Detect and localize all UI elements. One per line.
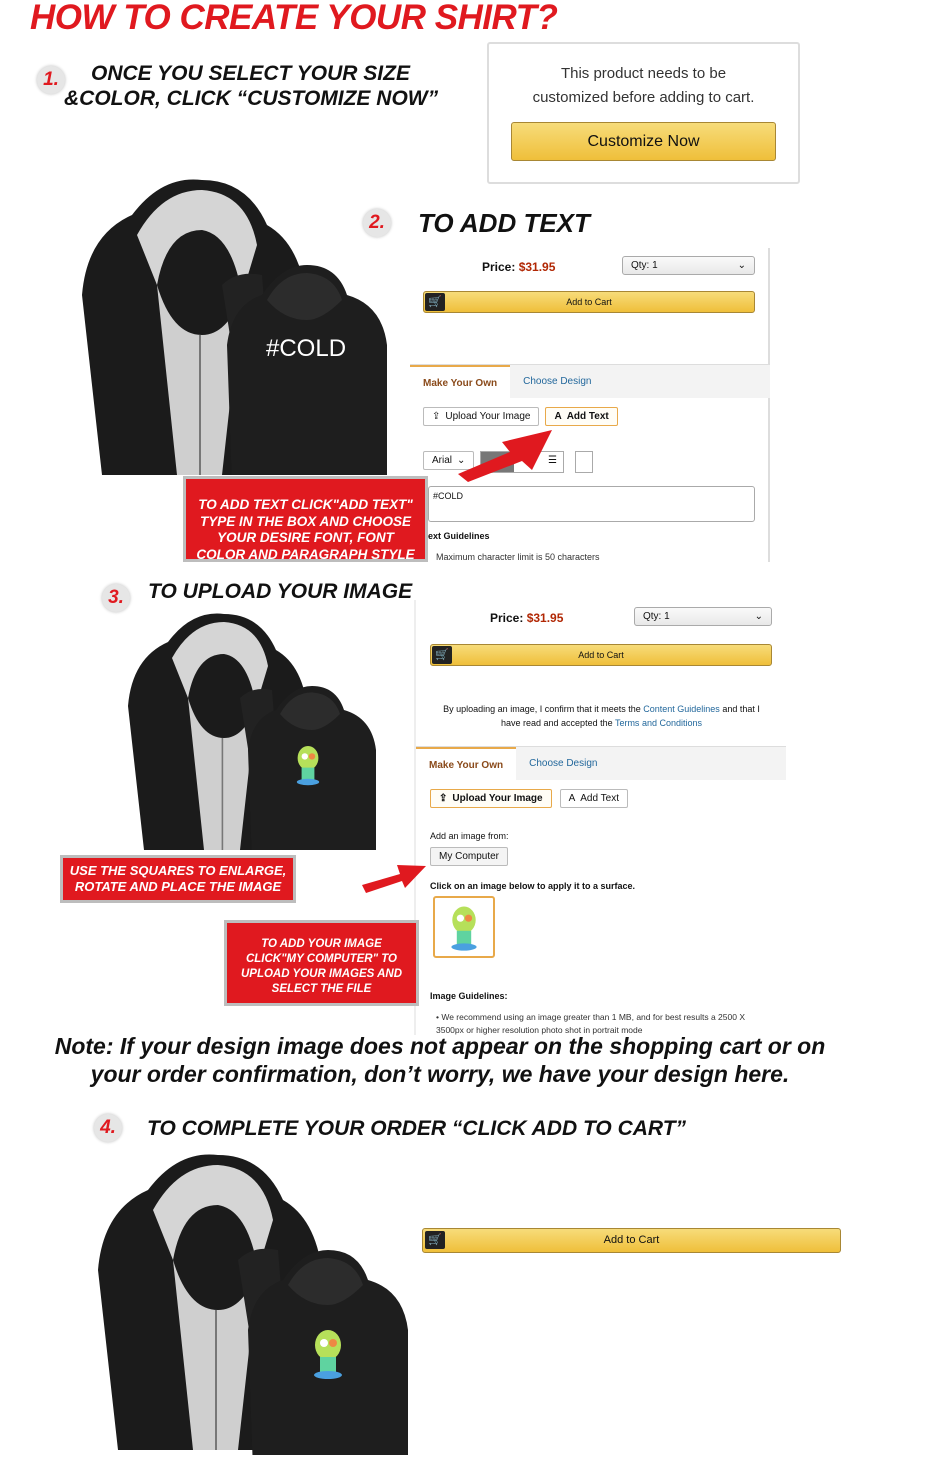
price bbox=[482, 260, 555, 274]
content-guidelines-link[interactable]: Content Guidelines bbox=[643, 704, 720, 714]
customize-now-button[interactable]: Customize Now bbox=[511, 122, 776, 161]
design-tabs bbox=[416, 746, 786, 780]
add-text-label: Add Text bbox=[580, 793, 619, 804]
uploaded-image-thumbnail[interactable] bbox=[433, 896, 495, 958]
apply-hint: Click on an image below to apply it to a surface. bbox=[430, 881, 636, 891]
hoodie-text-print: #COLD bbox=[266, 335, 347, 362]
add-text-button[interactable] bbox=[560, 789, 628, 808]
page-title: HOW TO CREATE YOUR SHIRT? bbox=[30, 0, 558, 37]
add-text-panel bbox=[410, 248, 770, 562]
tab-choose-design[interactable]: Choose Design bbox=[529, 758, 598, 769]
chevron-down-icon: ⌄ bbox=[457, 455, 466, 466]
step-2-heading: TO ADD TEXT bbox=[418, 208, 590, 238]
enlarge-callout: USE THE SQUARES TO ENLARGE, ROTATE AND PLACE THE IMAGE bbox=[60, 855, 296, 903]
upload-icon: ⇪ bbox=[439, 793, 448, 804]
red-arrow-icon bbox=[360, 860, 430, 895]
customize-message-2: customized before adding to cart. bbox=[532, 89, 755, 106]
step-1-badge: 1. bbox=[37, 66, 65, 94]
cart-icon: 🛒 bbox=[425, 293, 445, 311]
consent-text-2: and that I have read and accepted the bbox=[501, 704, 760, 728]
upload-label: Upload Your Image bbox=[452, 793, 543, 804]
step-4-badge: 4. bbox=[94, 1114, 122, 1142]
qty-select[interactable] bbox=[634, 607, 772, 626]
design-tabs bbox=[410, 364, 770, 398]
image-guidelines-title: Image Guidelines: bbox=[430, 991, 508, 1001]
qty-value: Qty: 1 bbox=[643, 611, 670, 622]
step-3-heading: TO UPLOAD YOUR IMAGE bbox=[148, 580, 413, 603]
image-guideline: • We recommend using an image greater than 1 MB, and for best results a 2500 X 3500px or higher resolution photo shot in portrait mode bbox=[436, 1012, 745, 1035]
image-guideline-text: We recommend using an image greater than 1 MB, and for best results a 2500 X 3500px or higher resolution photo shot in portrait mode bbox=[436, 1012, 745, 1035]
qty-value: Qty: 1 bbox=[631, 260, 658, 271]
price-label: Price: bbox=[490, 611, 524, 625]
customize-panel bbox=[487, 42, 800, 184]
upload-label: Upload Your Image bbox=[445, 411, 531, 422]
add-to-cart-button[interactable] bbox=[423, 291, 755, 313]
step-1-line2: &COLOR, CLICK “CUSTOMIZE NOW” bbox=[64, 87, 439, 110]
step-4-heading: TO COMPLETE YOUR ORDER “CLICK ADD TO CART” bbox=[147, 1117, 687, 1140]
align-right-icon: ☰ bbox=[548, 455, 557, 466]
text-input[interactable]: #COLD bbox=[428, 486, 755, 522]
hoodie-final-image bbox=[78, 1150, 418, 1455]
color-picker[interactable] bbox=[575, 451, 593, 473]
consent-text: By uploading an image, I confirm that it meets the bbox=[443, 704, 644, 714]
chevron-down-icon: ⌄ bbox=[737, 260, 746, 271]
upload-callout: TO ADD YOUR IMAGE CLICK"MY COMPUTER" TO UPLOAD YOUR IMAGES AND SELECT THE FILE bbox=[224, 920, 419, 1006]
red-arrow-icon bbox=[440, 428, 560, 484]
step-3-badge: 3. bbox=[102, 584, 130, 612]
font-a-icon: A bbox=[568, 793, 576, 804]
add-to-cart-label: Add to Cart bbox=[566, 297, 612, 307]
add-to-cart-button[interactable] bbox=[430, 644, 772, 666]
add-text-label: Add Text bbox=[566, 411, 609, 422]
skull-artwork-icon bbox=[435, 898, 493, 956]
chevron-down-icon: ⌄ bbox=[754, 611, 763, 622]
note-line-1: Note: If your design image does not appear on the shopping cart or on bbox=[54, 1033, 826, 1059]
upload-image-button[interactable] bbox=[423, 407, 539, 426]
hoodie-front-image bbox=[62, 175, 392, 475]
step-1-line1: ONCE YOU SELECT YOUR SIZE bbox=[91, 62, 410, 85]
cart-icon: 🛒 bbox=[425, 1231, 445, 1249]
price-label: Price: bbox=[482, 260, 516, 274]
cart-icon: 🛒 bbox=[432, 646, 452, 664]
add-from-label: Add an image from: bbox=[430, 831, 509, 841]
upload-image-button[interactable] bbox=[430, 789, 552, 808]
text-guideline: Maximum character limit is 50 characters bbox=[436, 552, 600, 562]
note-line-2: your order confirmation, don’t worry, we have your design here. bbox=[90, 1061, 790, 1087]
add-to-cart-label: Add to Cart bbox=[578, 650, 624, 660]
upload-icon: ⇪ bbox=[432, 411, 441, 422]
add-text-button[interactable] bbox=[545, 407, 617, 426]
qty-select[interactable] bbox=[622, 256, 755, 275]
price bbox=[490, 611, 563, 625]
add-to-cart-button-final[interactable] bbox=[422, 1228, 841, 1253]
tab-make-your-own[interactable]: Make Your Own bbox=[416, 747, 516, 780]
add-text-callout: TO ADD TEXT CLICK"ADD TEXT" TYPE IN THE BOX AND CHOOSE YOUR DESIRE FONT, FONT COLOR AND PARAGRAPH STYLE bbox=[183, 476, 428, 562]
add-to-cart-label: Add to Cart bbox=[603, 1234, 660, 1246]
customize-message-1: This product needs to be bbox=[560, 65, 727, 82]
tab-choose-design[interactable]: Choose Design bbox=[523, 376, 592, 387]
step-2-badge: 2. bbox=[363, 209, 391, 237]
font-a-icon: A bbox=[554, 411, 562, 422]
hoodie-image-print bbox=[112, 610, 387, 850]
text-guidelines-title: ext Guidelines bbox=[428, 531, 490, 541]
tab-make-your-own[interactable]: Make Your Own bbox=[410, 365, 510, 398]
font-value: Arial bbox=[432, 455, 453, 466]
upload-consent bbox=[434, 702, 769, 730]
price-value: $31.95 bbox=[518, 260, 556, 274]
my-computer-button[interactable]: My Computer bbox=[430, 847, 508, 866]
terms-link[interactable]: Terms and Conditions bbox=[614, 718, 702, 728]
price-value: $31.95 bbox=[526, 611, 564, 625]
upload-image-panel bbox=[414, 600, 784, 1035]
